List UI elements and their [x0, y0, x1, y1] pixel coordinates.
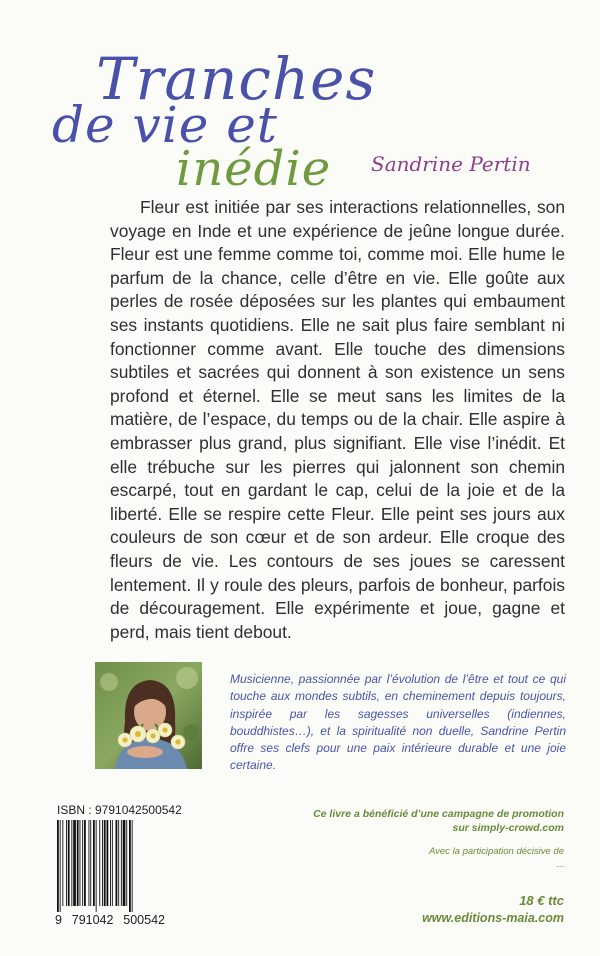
barcode-bar [57, 820, 59, 912]
participation-line: Avec la participation décisive de [428, 846, 564, 857]
barcode-bar [107, 820, 109, 906]
barcode-bar [60, 820, 61, 912]
barcode-bar [129, 820, 131, 912]
barcode-bar [126, 820, 127, 906]
barcode-bar [66, 820, 67, 906]
barcode-number [55, 913, 165, 927]
barcode-bar [82, 820, 83, 906]
title-line-2: de vie et [52, 96, 278, 154]
barcode-bar [80, 820, 81, 906]
barcode-bar [116, 820, 118, 906]
barcode-bar [110, 820, 111, 906]
barcode-bar [71, 820, 72, 906]
barcode-bar [102, 820, 103, 906]
barcode-bar [118, 820, 119, 906]
barcode-bar [90, 820, 91, 906]
isbn-label: ISBN : 9791042500542 [57, 803, 182, 817]
barcode-bar [112, 820, 113, 906]
barcode-bar [99, 820, 100, 906]
barcode-bar [84, 820, 86, 906]
author-photo [95, 662, 202, 769]
back-cover-blurb: Fleur est initiée par ses interactions relationnelles, son voyage en Inde et une expérience de jeûne longue durée. Fleur est une femme comme toi, comme moi. Elle hume le parfum de la chance, celle d’être en vie. Elle goûte aux perles de rosée déposées sur les plantes qui embaument ses instants quotidiens. Elle ne sait plus faire semblant ni fonctionner comme avant. Elle touche des dimensions subtiles et sacrées qui donnent à son existence un sens profond et éternel. Elle se meut sans les limites de la matière, de l’espace, du temps ou de la chair. Elle aspire à embrasser plus grand, plus signifiant. Elle vise l’inédit. Et elle trébuche sur les pierres qui jalonnent son chemin escarpé, tout en gardant le cap, celui de la joie et de la liberté. Elle se respire cette Fleur. Elle peint ses jours aux couleurs de son cœur et de son ardeur. Elle croque des fleurs de vie. Les contours de ses joues se caressent lentement. Il y roule des pleurs, parfois de bonheur, parfois de découragement. Elle expérimente et joue, gagne et perd, mais tient debout. [110, 197, 565, 642]
barcode-bar [77, 820, 79, 906]
barcode-bar [93, 820, 95, 906]
title-line-3: inédie [176, 141, 332, 197]
barcode [55, 820, 163, 912]
barcode-bar [123, 820, 126, 906]
barcode-bar [73, 820, 76, 906]
barcode-bar [132, 820, 133, 912]
barcode-bar [62, 820, 63, 906]
promotion-line-2: sur simply-crowd.com [452, 822, 564, 834]
barcode-bar [121, 820, 122, 906]
barcode-digit-group: 791042 [71, 913, 114, 927]
barcode-bar [104, 820, 106, 906]
barcode-bar [68, 820, 70, 906]
author-biography: Musicienne, passionnée par l’évolution de l’être et tout ce qui touche aux mondes subtils, en cheminement depuis toujours, inspirée par les sagesses universelles (indiennes, bouddhistes…), et la spiritualité non duelle, Sandrine Pertin offre ses clefs pour une paix intérieure durable et une joie certaine. [230, 672, 566, 773]
author-name: Sandrine Pertin [371, 152, 531, 176]
barcode-bar [89, 820, 90, 906]
title-line-1: Tranches [96, 45, 377, 113]
price: 18 € ttc [519, 893, 564, 908]
barcode-bar [96, 820, 97, 912]
barcode-digit-group: 9 [55, 913, 62, 927]
participation-ellipsis: ... [556, 859, 564, 870]
barcode-digit-group: 500542 [123, 913, 165, 927]
promotion-line-1: Ce livre a bénéficié d’une campagne de promotion [313, 808, 564, 820]
publisher-website[interactable]: www.editions-maia.com [422, 911, 564, 925]
